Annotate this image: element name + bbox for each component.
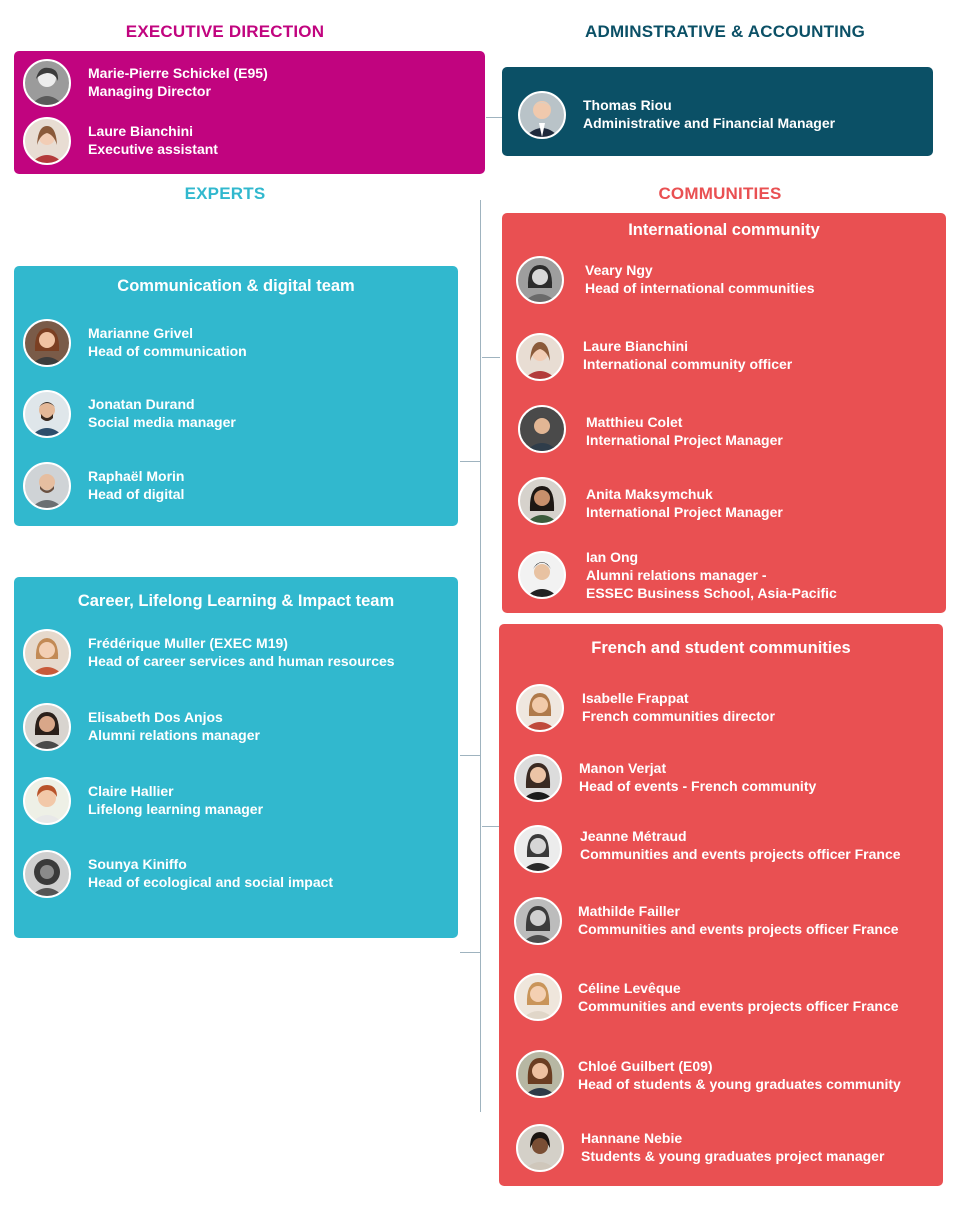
person-role: French communities director <box>582 708 775 724</box>
avatar <box>514 754 562 802</box>
person-role: Head of ecological and social impact <box>88 874 334 890</box>
executive-direction-heading: EXECUTIVE DIRECTION <box>125 22 325 41</box>
person-name: Veary Ngy <box>585 262 653 278</box>
person-role: Alumni relations manager - <box>586 567 767 583</box>
avatar <box>518 551 566 599</box>
person-name: Céline Levêque <box>578 980 681 996</box>
person-role-line2: ESSEC Business School, Asia-Pacific <box>586 585 837 601</box>
person-role: Alumni relations manager <box>88 727 260 743</box>
person-role: Communities and events projects officer France <box>578 998 899 1014</box>
avatar <box>516 256 564 304</box>
avatar <box>514 973 562 1021</box>
person-name: Chloé Guilbert (E09) <box>578 1058 713 1074</box>
connector-comm-team <box>460 461 480 462</box>
avatar <box>516 1124 564 1172</box>
avatar <box>516 333 564 381</box>
avatar <box>518 405 566 453</box>
international-community-box <box>502 213 946 613</box>
person-name: Thomas Riou <box>583 97 672 113</box>
avatar <box>516 684 564 732</box>
person-name: Jonatan Durand <box>88 396 195 412</box>
avatar <box>23 59 71 107</box>
person-role: Lifelong learning manager <box>88 801 264 817</box>
person-name: Matthieu Colet <box>586 414 683 430</box>
avatar <box>516 1050 564 1098</box>
person-name: Raphaël Morin <box>88 468 185 484</box>
person-name: Elisabeth Dos Anjos <box>88 709 223 725</box>
person-role: Communities and events projects officer France <box>580 846 901 862</box>
person-name: Laure Bianchini <box>583 338 689 354</box>
connector-intl <box>482 357 500 358</box>
person-role: Students & young graduates project manager <box>581 1148 885 1164</box>
avatar <box>23 850 71 898</box>
avatar <box>23 462 71 510</box>
person-name: Ian Ong <box>586 549 639 565</box>
person-role: Head of students & young graduates community <box>578 1076 901 1092</box>
person-name: Jeanne Métraud <box>580 828 687 844</box>
person-name: Laure Bianchini <box>88 123 194 139</box>
connector-career-team <box>460 755 480 756</box>
person-role: Head of career services and human resources <box>88 653 395 669</box>
person-name: Isabelle Frappat <box>582 690 689 706</box>
person-name: Frédérique Muller (EXEC M19) <box>88 635 288 651</box>
person-role: Administrative and Financial Manager <box>583 115 836 131</box>
admin-accounting-box <box>502 67 933 156</box>
team-title: Communication & digital team <box>117 277 355 295</box>
avatar <box>23 390 71 438</box>
person-name: Marianne Grivel <box>88 325 194 341</box>
connector-french <box>482 826 500 827</box>
person-role: Head of international communities <box>585 280 815 296</box>
person-name: Marie-Pierre Schickel (E95) <box>88 65 268 81</box>
person-role: International community officer <box>583 356 793 372</box>
person-role: Head of events - French community <box>579 778 817 794</box>
person-name: Manon Verjat <box>579 760 667 776</box>
avatar <box>518 477 566 525</box>
person-role: International Project Manager <box>586 504 783 520</box>
connector-exec-admin <box>486 117 502 118</box>
person-role: Social media manager <box>88 414 236 430</box>
team-title: Career, Lifelong Learning & Impact team <box>77 592 395 610</box>
avatar <box>514 825 562 873</box>
person-role: Managing Director <box>88 83 211 99</box>
team-title: International community <box>628 221 820 239</box>
avatar <box>518 91 566 139</box>
avatar <box>514 897 562 945</box>
executive-direction-box <box>14 51 485 174</box>
avatar <box>23 703 71 751</box>
avatar <box>23 117 71 165</box>
person-name: Mathilde Failler <box>578 903 680 919</box>
communication-digital-team-box <box>14 266 458 526</box>
person-role: Executive assistant <box>88 141 218 157</box>
person-role: Head of communication <box>88 343 247 359</box>
career-lifelong-learning-impact-team-box <box>14 577 458 938</box>
person-name: Sounya Kiniffo <box>88 856 187 872</box>
avatar <box>23 319 71 367</box>
person-role: Communities and events projects officer France <box>578 921 899 937</box>
avatar <box>23 777 71 825</box>
french-student-communities-box <box>499 624 943 1186</box>
team-title: French and student communities <box>591 639 851 657</box>
connector-bottom <box>460 952 480 953</box>
person-role: Head of digital <box>88 486 185 502</box>
person-name: Hannane Nebie <box>581 1130 683 1146</box>
admin-accounting-heading: ADMINSTRATIVE & ACCOUNTING <box>584 22 866 41</box>
experts-heading: EXPERTS <box>184 184 266 203</box>
avatar <box>23 629 71 677</box>
person-role: International Project Manager <box>586 432 783 448</box>
person-name: Anita Maksymchuk <box>586 486 713 502</box>
connector-vertical-line <box>480 200 481 1112</box>
person-name: Claire Hallier <box>88 783 174 799</box>
communities-heading: COMMUNITIES <box>658 184 782 203</box>
